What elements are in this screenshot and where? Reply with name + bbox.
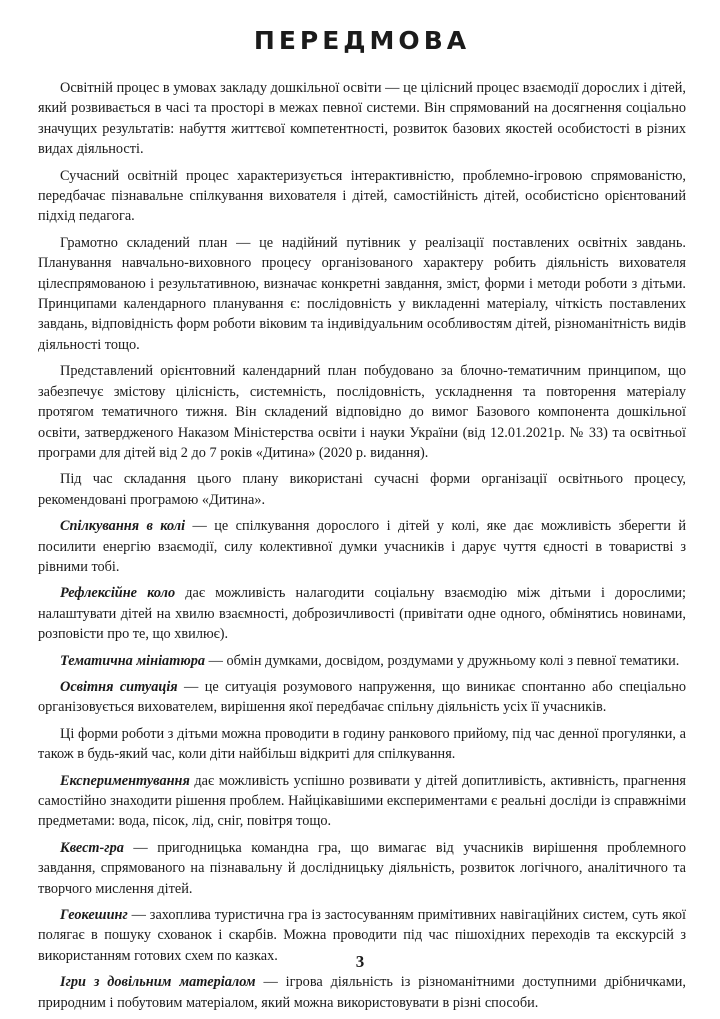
paragraph-text: Освітній процес в умовах закладу дошкільної освіти — це цілісний процес взаємодії дорослих і дітей, який розвивається в часі та просторі в межах певної системи. Він спрямований на досягнення соціально значущих результатів: набуття життєвої компетентності, розвиток базових якостей особистості в різних видах діяльності. [38,80,686,158]
page [38,20,686,1019]
paragraph [38,583,686,644]
paragraph-text: — захоплива туристична гра із застосуванням примітивних навігаційних систем, суть якої полягає в пошуку схованок і скарбів. Можна проводити під час пішохідних переходів та екскурсій з використанням готових схем по казках. [38,907,686,964]
paragraph [38,469,686,510]
paragraph-text: Грамотно складений план — це надійний путівник у реалізації поставлених освітніх завдань. Планування навчально-виховного процесу організованого характеру робить діяльність вихователя цілеспрямованою і результативною, визначає конкретні завдання, зміст, форми і методи роботи з дітьми. Принципами календарного планування є: послідовність у викладенні матеріалу, чіткість поставлених завдань, відповідність форм роботи віковим та індивідуальним особливостям дітей, різноманітність видів діяльності тощо. [38,234,686,353]
paragraph-term: Ігри з довільним матеріалом [60,974,256,991]
paragraph-text: — це спілкування дорослого і дітей у колі, яке дає можливість зберегти й посилити енергію взаємодії, силу колективної думки учасників і дарує чуття єдності в товаристві з рівними тобі. [38,518,687,575]
paragraph-text: дає можливість налагодити соціальну взаємодію між дітьми і дорослими; налаштувати дітей на хвилю взаємності, доброзичливості (привітати одне одного, обмінятись новинами, розповісти про те, що хвилює). [38,585,687,643]
paragraph-text: — обмін думками, досвідом, роздумами у дружньому колі з певної тематики. [205,652,680,669]
paragraph [38,677,686,718]
paragraph-term: Рефлексійне коло [60,585,176,602]
paragraph [38,838,686,899]
paragraph [38,724,686,765]
paragraph-text: Під час складання цього плану використані сучасні форми організації освітнього процесу, рекомендовані програмою «Дитина». [38,471,686,508]
paragraph-text: — пригодницька командна гра, що вимагає від учасників вирішення проблемного завдання, спрямованого на пізнавальну й дослідницьку діяльність, розвиток логічного, аналітичного та творчого мислення дітей. [38,839,686,897]
paragraph-text: Представлений орієнтовний календарний план побудовано за блочно-тематичним принципом, що забезпечує змістову цілісність, системність, послідовність, ускладнення та повторення матеріалу протягом тематичного тижня. Він складений відповідно до вимог Базового компонента дошкільної освіти, затвердженого Наказом Міністерства освіти і науки України (від 12.01.2021р. № 33) та освітньої програми для дітей від 2 до 7 років «Дитина» (2020 р. видання). [38,363,686,461]
paragraph-text: Сучасний освітній процес характеризується інтерактивністю, проблемно-ігровою спрямованістю, передбачає пізнавальне спілкування вихователя і дітей, самостійність дітей, особистісно орієнтований підхід педагога. [38,167,686,225]
paragraph [38,166,686,227]
paragraph [38,233,686,355]
paragraph-text: — ігрова діяльність із різноманітними доступними дрібничками, природним і побутовим матеріалом, який можна використовувати в різні способи. [38,974,686,1011]
page-number: 3 [355,952,365,971]
paragraph-term: Спілкування в колі [60,518,186,535]
paragraph [38,361,686,463]
paragraph [38,771,686,832]
paragraph-text: Ці форми роботи з дітьми можна проводити в годину ранкового прийому, під час денної прогулянки, а також в будь-який час, коли діти найбільш відкриті для спілкування. [38,725,686,763]
paragraph-term: Квест-гра [60,839,124,856]
paragraph [38,972,686,1013]
paragraph-term: Освітня ситуація [60,678,178,695]
paragraph-text: дає можливість успішно розвивати у дітей допитливість, активність, прагнення самостійно знаходити рішення проблем. Найцікавішими експериментами є реальні досліди із справжніми предметами: вода, пісок, лід, сніг, повітря тощо. [38,772,686,830]
paragraph-term: Тематична мініатюра [60,652,206,669]
page-title: ПЕРЕДМОВА [253,26,471,55]
paragraph-term: Геокешинг [60,907,128,924]
paragraph [38,78,686,160]
paragraph [38,651,686,671]
paragraph-term: Експериментування [60,772,190,789]
paragraph-text: — це ситуація розумового напруження, що виникає спонтанно або спеціально організовується вихователем, вирішення якої передбачає спільну діяльність усіх її учасників. [38,678,687,716]
paragraph [38,516,686,577]
